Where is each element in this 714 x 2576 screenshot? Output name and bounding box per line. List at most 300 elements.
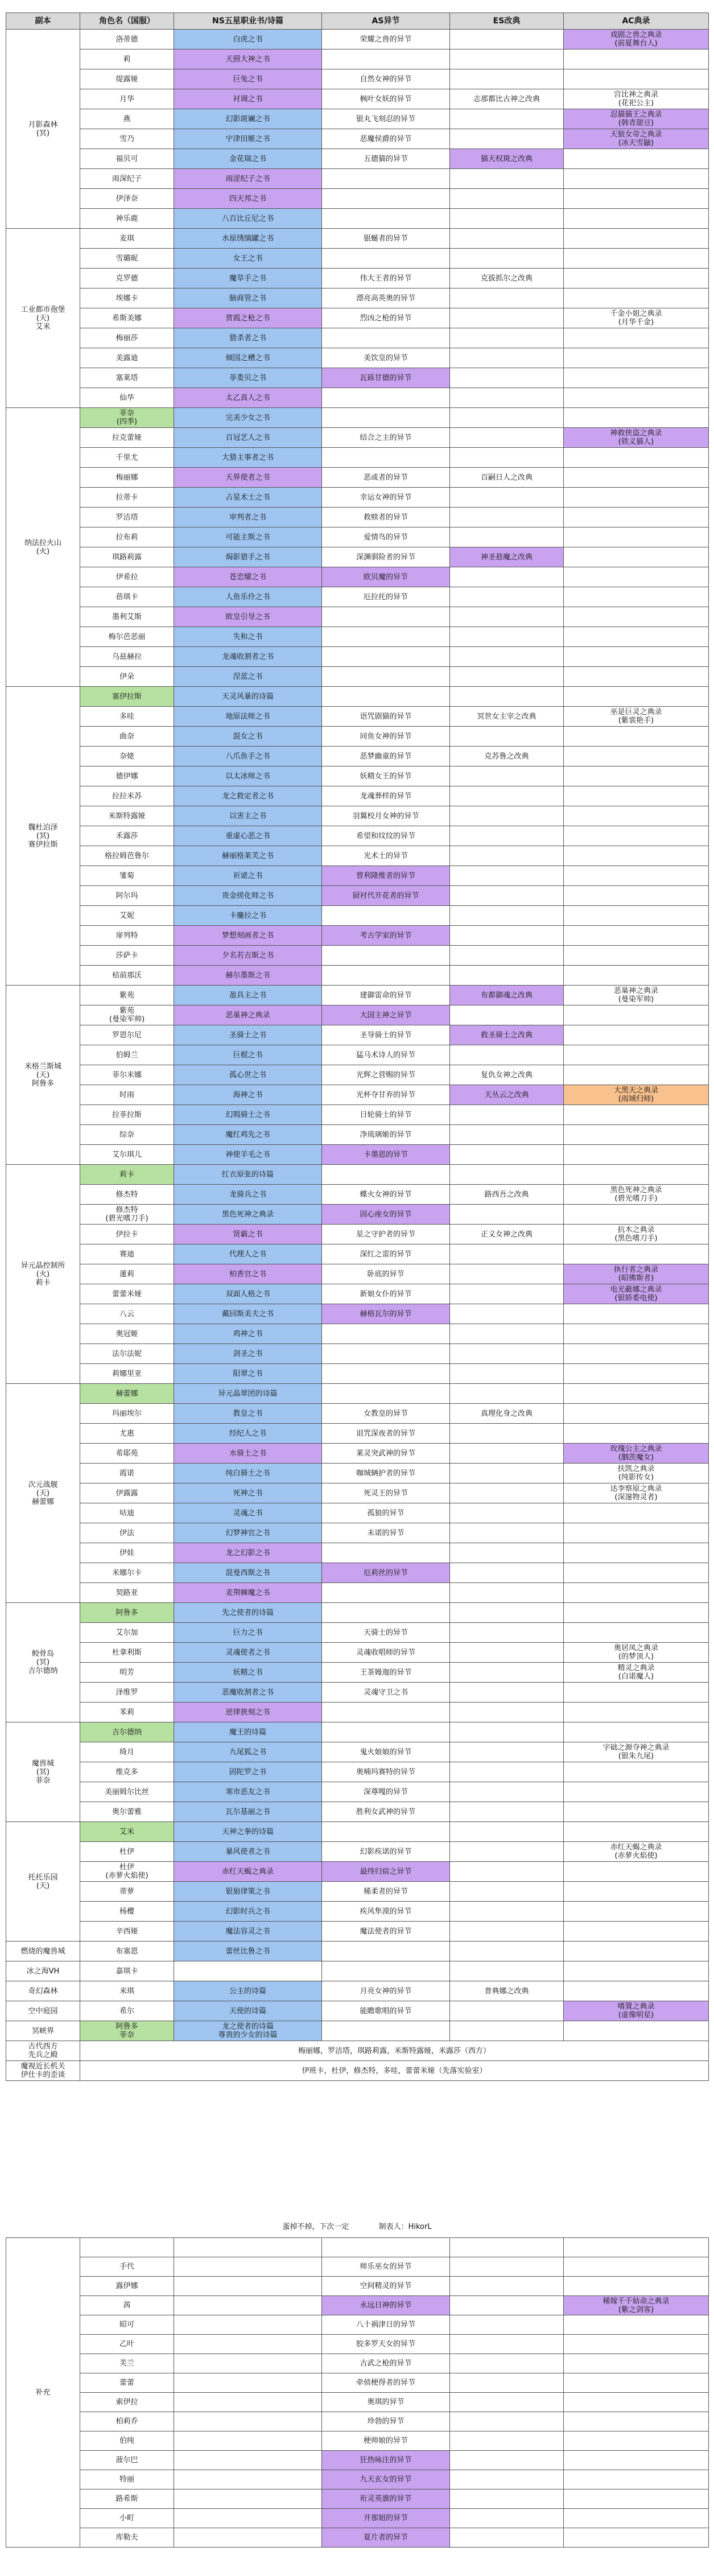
table-row bbox=[6, 1464, 709, 1483]
ns-book-cell: 恶魔收割者之书 bbox=[174, 1683, 322, 1703]
character-cell: 希尔 bbox=[80, 2001, 174, 2021]
es-cell bbox=[450, 368, 564, 388]
character-cell: 奥尔蕾雅 bbox=[80, 1802, 174, 1822]
ns-book-cell: 以太冰师之书 bbox=[174, 766, 322, 786]
ns-book-cell: 幻影斑斓之书 bbox=[174, 109, 322, 129]
ns-book-cell: 梦想刻画者之书 bbox=[174, 926, 322, 946]
ns-book-cell: 盈具主之书 bbox=[174, 986, 322, 1005]
character-cell: 美丽姆尔比丝 bbox=[80, 1782, 174, 1802]
as-cell: 烈凶之枪的异节 bbox=[322, 308, 450, 328]
as-cell: 卧底的异节 bbox=[322, 1264, 450, 1284]
as-cell: 赫格瓦尔的异节 bbox=[322, 1304, 450, 1324]
ns-book-cell: 龙之幻影之书 bbox=[174, 1543, 322, 1563]
es-cell bbox=[450, 308, 564, 328]
table-row bbox=[6, 468, 709, 488]
character-cell: 缇露娅 bbox=[80, 69, 174, 89]
ns-book-cell: 夕名若吉斯之书 bbox=[174, 946, 322, 966]
table-row bbox=[6, 1005, 709, 1025]
es-cell bbox=[450, 169, 564, 189]
es-cell bbox=[450, 2354, 564, 2373]
as-cell: 死灵王的异节 bbox=[322, 1483, 450, 1503]
table-row bbox=[6, 926, 709, 946]
ns-book-cell: 完美少女之书 bbox=[174, 408, 322, 428]
table-row bbox=[6, 886, 709, 906]
character-cell: 综奈 bbox=[80, 1125, 174, 1145]
table-row bbox=[6, 209, 709, 229]
table-row bbox=[6, 986, 709, 1005]
character-cell: 蓮莉 bbox=[80, 1264, 174, 1284]
character-cell: 伯姆兰 bbox=[80, 1045, 174, 1065]
es-cell bbox=[450, 1623, 564, 1643]
character-cell: 雏菊 bbox=[80, 866, 174, 886]
es-cell: 正义女神之改典 bbox=[450, 1225, 564, 1244]
footer-author: 制表人：HikorL bbox=[378, 2223, 432, 2231]
as-cell: 八十祸津日的异节 bbox=[322, 2315, 450, 2335]
header-es: ES改典 bbox=[450, 13, 564, 30]
as-cell: 欧贝魔的异节 bbox=[322, 567, 450, 587]
es-cell bbox=[450, 567, 564, 587]
ac-cell bbox=[564, 508, 709, 527]
table-row bbox=[6, 1842, 709, 1862]
ac-cell bbox=[564, 269, 709, 288]
as-cell: 疾风隼漠的异节 bbox=[322, 1902, 450, 1922]
ac-cell bbox=[564, 866, 709, 886]
es-cell bbox=[450, 2509, 564, 2528]
character-cell: 八云 bbox=[80, 1304, 174, 1324]
ns-book-cell: 鸡神之书 bbox=[174, 1324, 322, 1344]
ac-cell bbox=[564, 1942, 709, 1961]
ns-book-cell: 赫丽格莱芙之书 bbox=[174, 846, 322, 866]
character-cell: 霞诺 bbox=[80, 1464, 174, 1483]
ac-cell bbox=[564, 1683, 709, 1703]
es-cell bbox=[450, 727, 564, 747]
table-row bbox=[6, 667, 709, 687]
as-cell: 幸运女神的异节 bbox=[322, 488, 450, 508]
table-row bbox=[6, 966, 709, 986]
ns-book-cell: 戴回斯美夫之书 bbox=[174, 1304, 322, 1324]
character-cell: 契路亚 bbox=[80, 1583, 174, 1603]
ac-cell: 千金小姐之典录 (月华千金) bbox=[564, 308, 709, 328]
as-cell bbox=[322, 189, 450, 209]
ns-book-cell: 先之使者的诗篇 bbox=[174, 1603, 322, 1623]
es-cell bbox=[450, 846, 564, 866]
as-cell bbox=[322, 667, 450, 687]
es-cell bbox=[450, 2335, 564, 2354]
ns-book-cell bbox=[174, 2257, 322, 2277]
ns-book-cell: 圣骑士之书 bbox=[174, 1025, 322, 1045]
ns-book-cell: 阳翠之书 bbox=[174, 1364, 322, 1384]
ns-book-cell: 固陀罗之书 bbox=[174, 1762, 322, 1782]
table-row bbox=[6, 2431, 709, 2451]
es-cell bbox=[450, 1722, 564, 1742]
es-cell bbox=[450, 288, 564, 308]
es-cell: 百嗣日人之改典 bbox=[450, 468, 564, 488]
character-cell: 明芳 bbox=[80, 1663, 174, 1683]
es-cell bbox=[450, 1464, 564, 1483]
ns-book-cell: 魔法容灵之书 bbox=[174, 1922, 322, 1942]
es-cell bbox=[450, 1483, 564, 1503]
as-cell: 同鱼女神的异节 bbox=[322, 727, 450, 747]
es-cell bbox=[450, 69, 564, 89]
table-row bbox=[6, 488, 709, 508]
ac-cell bbox=[564, 1125, 709, 1145]
es-cell bbox=[450, 826, 564, 846]
table-row bbox=[6, 348, 709, 368]
ac-cell bbox=[564, 2451, 709, 2470]
es-cell bbox=[450, 1663, 564, 1683]
ac-cell bbox=[564, 687, 709, 707]
table-row bbox=[6, 2021, 709, 2041]
ac-cell bbox=[564, 1762, 709, 1782]
es-cell bbox=[450, 1961, 564, 1981]
ac-cell bbox=[564, 2277, 709, 2296]
character-cell: 赫蕾娜 bbox=[80, 1384, 174, 1404]
as-cell: 月亮女神的异节 bbox=[322, 1981, 450, 2001]
ac-cell bbox=[564, 587, 709, 607]
es-cell bbox=[450, 1324, 564, 1344]
table-row bbox=[6, 249, 709, 269]
as-cell: 圣导骑士的异节 bbox=[322, 1025, 450, 1045]
character-cell: 蓓琪卡 bbox=[80, 587, 174, 607]
ac-cell bbox=[564, 1424, 709, 1444]
character-cell: 咕迪 bbox=[80, 1503, 174, 1523]
ac-cell bbox=[564, 169, 709, 189]
character-cell: 菲奈 (四季) bbox=[80, 408, 174, 428]
ac-cell bbox=[564, 1065, 709, 1085]
ns-book-cell: 教皇之书 bbox=[174, 1404, 322, 1424]
character-cell: 麦琪 bbox=[80, 229, 174, 249]
ns-book-cell: 审判者之书 bbox=[174, 508, 322, 527]
ns-book-cell bbox=[174, 2451, 322, 2470]
dungeon-cell: 魏杜泊泽 (冥) 赛伊拉斯 bbox=[6, 687, 80, 986]
as-cell: 深红之雷的异节 bbox=[322, 1244, 450, 1264]
table-row bbox=[6, 1344, 709, 1364]
table-row bbox=[6, 1284, 709, 1304]
as-cell bbox=[322, 1942, 450, 1961]
table-row bbox=[6, 2001, 709, 2021]
table-row bbox=[6, 727, 709, 747]
character-cell: 蕾蕾 bbox=[80, 2373, 174, 2393]
table-row bbox=[6, 328, 709, 348]
table-row bbox=[6, 1703, 709, 1722]
ns-book-cell: 瓦尔基丽之书 bbox=[174, 1802, 322, 1822]
table-row bbox=[6, 69, 709, 89]
dungeon-cell: 鲛骨岛 (冥) 吉尔德纳 bbox=[6, 1603, 80, 1722]
table-row bbox=[6, 1942, 709, 1961]
ns-book-cell: 倾国之槽之书 bbox=[174, 348, 322, 368]
ns-book-cell bbox=[174, 2509, 322, 2528]
table-row bbox=[6, 1105, 709, 1125]
character-cell: 莉卡 bbox=[80, 1165, 174, 1185]
es-cell bbox=[450, 2296, 564, 2315]
table-row bbox=[6, 1384, 709, 1404]
table-row bbox=[6, 1045, 709, 1065]
ac-cell bbox=[564, 2528, 709, 2548]
character-cell: 阿尔玛 bbox=[80, 886, 174, 906]
character-cell: 修杰特 bbox=[80, 1185, 174, 1205]
character-cell: 绮月 bbox=[80, 1742, 174, 1762]
ac-cell bbox=[564, 1722, 709, 1742]
as-cell bbox=[322, 906, 450, 926]
ac-cell bbox=[564, 786, 709, 806]
character-cell: 伊拉卡 bbox=[80, 1225, 174, 1244]
as-cell bbox=[322, 1722, 450, 1742]
es-cell bbox=[450, 527, 564, 547]
as-cell: 女教皇的异节 bbox=[322, 1404, 450, 1424]
as-cell: 永远日神的异节 bbox=[322, 2296, 450, 2315]
character-cell: 手代 bbox=[80, 2257, 174, 2277]
ns-book-cell: 麦荆棘魔之书 bbox=[174, 1583, 322, 1603]
as-cell: 奥喃玛赛特的异节 bbox=[322, 1762, 450, 1782]
character-cell: 路希斯 bbox=[80, 2490, 174, 2509]
as-cell bbox=[322, 1165, 450, 1185]
main-table-wrap bbox=[6, 13, 708, 2081]
dungeon-cell: 工业都市孢堡 (天) 艾米 bbox=[6, 229, 80, 408]
as-cell: 胜利女武神的异节 bbox=[322, 1802, 450, 1822]
extra-table-wrap bbox=[6, 2237, 708, 2548]
ac-cell bbox=[564, 727, 709, 747]
dungeon-cell: 冥峡界 bbox=[6, 2021, 80, 2041]
es-cell bbox=[450, 1643, 564, 1663]
character-cell: 梅尔芭恶丽 bbox=[80, 627, 174, 647]
ac-cell bbox=[564, 1902, 709, 1922]
ns-book-cell: 逆律狭刻之书 bbox=[174, 1703, 322, 1722]
as-cell bbox=[322, 1543, 450, 1563]
ac-cell bbox=[564, 1543, 709, 1563]
as-cell: 珩灵英旗的异节 bbox=[322, 2490, 450, 2509]
as-cell: 漂亮高英奥的异节 bbox=[322, 288, 450, 308]
es-cell bbox=[450, 2001, 564, 2021]
ac-cell bbox=[564, 826, 709, 846]
character-cell: 仙华 bbox=[80, 388, 174, 408]
as-cell: 厄莉丝的异节 bbox=[322, 1563, 450, 1583]
character-cell: 神乐鹿 bbox=[80, 209, 174, 229]
ac-cell bbox=[564, 906, 709, 926]
as-cell: 考古学家的异节 bbox=[322, 926, 450, 946]
merged-row bbox=[6, 2041, 709, 2061]
as-cell: 深尊嘎的异节 bbox=[322, 1782, 450, 1802]
character-cell: 艾尔琪儿 bbox=[80, 1145, 174, 1165]
ns-book-cell: 太乙真人之书 bbox=[174, 388, 322, 408]
ns-book-cell: 苍恋耀之书 bbox=[174, 567, 322, 587]
as-cell bbox=[322, 1822, 450, 1842]
es-cell bbox=[450, 388, 564, 408]
ns-book-cell bbox=[174, 2335, 322, 2354]
table-row bbox=[6, 1085, 709, 1105]
as-cell bbox=[322, 1961, 450, 1981]
character-cell: 玛丽埃尔 bbox=[80, 1404, 174, 1424]
table-row bbox=[6, 1822, 709, 1842]
character-cell: 美露迪 bbox=[80, 348, 174, 368]
as-cell: 建御雷命的异节 bbox=[322, 986, 450, 1005]
character-cell: 塞莱塔 bbox=[80, 368, 174, 388]
es-cell: 天丛云之改典 bbox=[450, 1085, 564, 1105]
es-cell bbox=[450, 667, 564, 687]
ac-cell bbox=[564, 2431, 709, 2451]
ac-cell bbox=[564, 1822, 709, 1842]
ns-book-cell: 代理人之书 bbox=[174, 1244, 322, 1264]
es-cell bbox=[450, 587, 564, 607]
table-row bbox=[6, 1961, 709, 1981]
as-cell: 幻影疾诺的异节 bbox=[322, 1842, 450, 1862]
ac-cell: 忍猫猫王之典录 (韩青甜豆) bbox=[564, 109, 709, 129]
character-cell: 伊法 bbox=[80, 1523, 174, 1543]
as-cell bbox=[322, 328, 450, 348]
ns-book-cell bbox=[174, 1961, 322, 1981]
es-cell bbox=[450, 1205, 564, 1225]
ns-book-cell: 龙之使者的诗篇 尊贵的少女的诗篇 bbox=[174, 2021, 322, 2041]
character-cell bbox=[80, 2238, 174, 2257]
ac-cell bbox=[564, 1344, 709, 1364]
table-row bbox=[6, 508, 709, 527]
as-cell: 胶多罗天女的异节 bbox=[322, 2335, 450, 2354]
as-cell: 妖精女王的异节 bbox=[322, 766, 450, 786]
es-cell bbox=[450, 328, 564, 348]
as-cell: 鬼火娘娘的异节 bbox=[322, 1742, 450, 1762]
ns-book-cell: 天使的诗篇 bbox=[174, 2001, 322, 2021]
dungeon-cell: 纳法拉火山 (火) bbox=[6, 408, 80, 687]
ns-book-cell: 欧皇引导之书 bbox=[174, 607, 322, 627]
character-cell: 塞伊拉斯 bbox=[80, 687, 174, 707]
ns-book-cell: 金花瑞之书 bbox=[174, 149, 322, 169]
ac-cell bbox=[564, 50, 709, 69]
table-row bbox=[6, 1563, 709, 1583]
ns-book-cell bbox=[174, 2354, 322, 2373]
es-cell bbox=[450, 1165, 564, 1185]
character-cell: 拉布莉 bbox=[80, 527, 174, 547]
as-cell bbox=[322, 2238, 450, 2257]
ns-book-cell bbox=[174, 2490, 322, 2509]
as-cell: 王茶嫚迦的异节 bbox=[322, 1663, 450, 1683]
ac-cell bbox=[564, 747, 709, 766]
table-row bbox=[6, 1902, 709, 1922]
ac-cell bbox=[564, 1583, 709, 1603]
as-cell: 银丸飞刻忍的异节 bbox=[322, 109, 450, 129]
table-row bbox=[6, 1623, 709, 1643]
ns-book-cell: 涅蓝之书 bbox=[174, 667, 322, 687]
ns-book-cell: 天界使者之书 bbox=[174, 468, 322, 488]
es-cell: 普典娜之改典 bbox=[450, 1981, 564, 2001]
character-cell: 杨櫻 bbox=[80, 1902, 174, 1922]
character-cell: 杜伊 (赤萝火焰使) bbox=[80, 1862, 174, 1882]
character-cell: 菲尔米娜 bbox=[80, 1065, 174, 1085]
as-cell bbox=[322, 1703, 450, 1722]
es-cell bbox=[450, 1264, 564, 1284]
es-cell bbox=[450, 1344, 564, 1364]
ac-cell bbox=[564, 1981, 709, 2001]
ac-cell bbox=[564, 328, 709, 348]
es-cell bbox=[450, 866, 564, 886]
table-row bbox=[6, 587, 709, 607]
as-cell: 天骑士的异节 bbox=[322, 1623, 450, 1643]
es-cell bbox=[450, 1862, 564, 1882]
ac-cell bbox=[564, 2373, 709, 2393]
ac-cell bbox=[564, 926, 709, 946]
ac-cell: 玫瑰公主之典录 (胭茨魔女) bbox=[564, 1444, 709, 1464]
ns-book-cell: 天照大神之书 bbox=[174, 50, 322, 69]
ac-cell bbox=[564, 2257, 709, 2277]
table-row bbox=[6, 2296, 709, 2315]
as-cell: 五德猫的异节 bbox=[322, 149, 450, 169]
table-row bbox=[6, 2315, 709, 2335]
character-cell: 库勒夫 bbox=[80, 2528, 174, 2548]
es-cell bbox=[450, 1902, 564, 1922]
dungeon-cell: 空中庭园 bbox=[6, 2001, 80, 2021]
as-cell: 师乐巫女的异节 bbox=[322, 2257, 450, 2277]
as-cell bbox=[322, 627, 450, 647]
as-cell bbox=[322, 169, 450, 189]
es-cell: 复仇女神之改典 bbox=[450, 1065, 564, 1085]
extra-table bbox=[6, 2237, 709, 2548]
character-cell: 乌兹赫拉 bbox=[80, 647, 174, 667]
ac-cell bbox=[564, 1384, 709, 1404]
table-row bbox=[6, 269, 709, 288]
as-cell: 救赎者的异节 bbox=[322, 508, 450, 527]
character-cell: 梅丽娜 bbox=[80, 468, 174, 488]
character-cell: 希耶苑 bbox=[80, 1444, 174, 1464]
ac-cell bbox=[564, 2470, 709, 2490]
ns-book-cell: 魔红鸡先之书 bbox=[174, 1125, 322, 1145]
character-cell: 伊露露 bbox=[80, 1483, 174, 1503]
footer bbox=[6, 2220, 708, 2231]
ac-cell bbox=[564, 1045, 709, 1065]
table-row bbox=[6, 89, 709, 109]
table-row bbox=[6, 1643, 709, 1663]
character-cell: 米娜尔卡 bbox=[80, 1563, 174, 1583]
es-cell: 克拔抓尔之改典 bbox=[450, 269, 564, 288]
table-row bbox=[6, 1304, 709, 1324]
as-cell: 空间精灵的异节 bbox=[322, 2277, 450, 2296]
table-row bbox=[6, 2335, 709, 2354]
es-cell bbox=[450, 1503, 564, 1523]
dungeon-cell: 魔兽城 (冥) 菲奈 bbox=[6, 1722, 80, 1822]
character-cell: 芙兰 bbox=[80, 2354, 174, 2373]
es-cell bbox=[450, 2431, 564, 2451]
ns-book-cell: 重虚心恶之书 bbox=[174, 826, 322, 846]
ns-book-cell bbox=[174, 2277, 322, 2296]
ns-book-cell: 八爪鱼手之书 bbox=[174, 747, 322, 766]
footer-note: 蛋掉不掉，下次一定 bbox=[282, 2223, 349, 2231]
es-cell: 冥世女主宰之改典 bbox=[450, 707, 564, 727]
ac-cell: 奥居凤之典录 (的梦顶人) bbox=[564, 1643, 709, 1663]
table-row bbox=[6, 687, 709, 707]
ns-book-cell: 百冠艺人之书 bbox=[174, 428, 322, 448]
ns-book-cell: 孤心世之书 bbox=[174, 1065, 322, 1085]
table-row bbox=[6, 866, 709, 886]
character-cell: 拉克蕾娅 bbox=[80, 428, 174, 448]
as-cell: 荣耀之兽的异节 bbox=[322, 30, 450, 50]
table-row bbox=[6, 1882, 709, 1902]
ac-cell bbox=[564, 806, 709, 826]
character-cell: 伊娃 bbox=[80, 1543, 174, 1563]
ns-book-cell: 纯白骑士之书 bbox=[174, 1464, 322, 1483]
es-cell bbox=[450, 229, 564, 249]
es-cell bbox=[450, 926, 564, 946]
es-cell bbox=[450, 1842, 564, 1862]
es-cell bbox=[450, 946, 564, 966]
es-cell bbox=[450, 1922, 564, 1942]
ns-book-cell: 公主的诗篇 bbox=[174, 1981, 322, 2001]
es-cell bbox=[450, 209, 564, 229]
table-row bbox=[6, 1444, 709, 1464]
ac-cell bbox=[564, 886, 709, 906]
table-row bbox=[6, 229, 709, 249]
es-cell: 志那都比古神之改典 bbox=[450, 89, 564, 109]
character-cell: 奈姥 bbox=[80, 747, 174, 766]
ns-book-cell: 灵魂之书 bbox=[174, 1503, 322, 1523]
as-cell bbox=[322, 249, 450, 269]
es-cell: 神圣悬魔之改典 bbox=[450, 547, 564, 567]
